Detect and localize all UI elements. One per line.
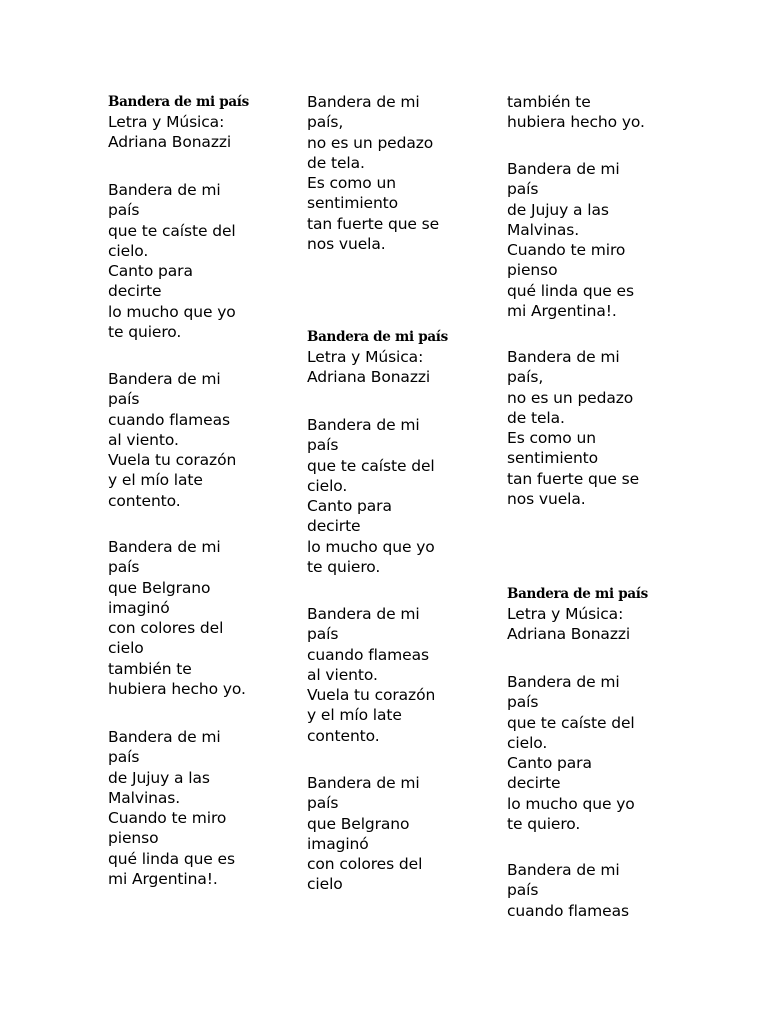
lyric-line: nos vuela.	[307, 235, 386, 254]
lyric-line: cuando flameas	[307, 645, 429, 664]
lyric-line: imaginó	[307, 834, 369, 853]
lyric-line: Canto para	[507, 754, 592, 773]
verse-block	[307, 415, 482, 577]
lyric-line: país	[307, 436, 339, 455]
lyric-line: y el mío late	[307, 706, 402, 725]
credit-line: Adriana Bonazzi	[507, 625, 631, 644]
lyric-line: Bandera de mi	[507, 673, 620, 691]
lyric-line: lo mucho que yo	[307, 537, 435, 556]
lyric-line: cielo.	[507, 733, 548, 752]
lyric-line: al viento.	[307, 665, 378, 684]
verse-block	[507, 860, 682, 921]
lyric-line: Vuela tu corazón	[108, 451, 237, 470]
lyric-line: de tela.	[307, 153, 365, 172]
credit-line: Letra y Música:	[108, 113, 225, 131]
lyric-line: de tela.	[507, 408, 565, 427]
lyric-line: no es un pedazo	[507, 388, 634, 407]
lyric-line: Vuela tu corazón	[307, 686, 436, 705]
verse-block	[307, 773, 482, 895]
lyric-line: que Belgrano	[307, 814, 410, 833]
lyric-line: país,	[507, 368, 544, 387]
lyric-line: tan fuerte que se	[307, 214, 440, 233]
lyric-line: cuando flameas	[507, 901, 629, 920]
lyric-line: decirte	[507, 774, 561, 793]
lyric-line: Bandera de mi	[307, 416, 420, 434]
lyric-line: cielo	[108, 639, 144, 658]
lyric-line: Cuando te miro	[108, 809, 227, 828]
lyric-line: Bandera de mi	[307, 605, 420, 623]
lyric-line: lo mucho que yo	[108, 302, 236, 321]
lyric-line: cielo.	[108, 241, 149, 260]
lyric-line: cielo	[307, 875, 343, 894]
verse-block	[108, 727, 283, 889]
verse-block	[507, 672, 682, 834]
song-header-block	[307, 327, 482, 388]
lyric-line: tan fuerte que se	[507, 469, 640, 488]
lyric-line: nos vuela.	[507, 490, 586, 509]
lyric-line: Bandera de mi	[307, 93, 420, 111]
credit-line: Letra y Música:	[307, 348, 424, 366]
lyric-line: y el mío late	[108, 471, 203, 490]
lyric-line: país	[507, 693, 539, 712]
verse-block	[507, 92, 682, 133]
lyric-line: contento.	[108, 491, 181, 510]
lyric-line: mi Argentina!.	[507, 302, 617, 321]
lyric-line: qué linda que es	[108, 849, 235, 868]
lyric-line: sentimiento	[507, 449, 599, 468]
lyric-line: hubiera hecho yo.	[507, 113, 645, 132]
lyric-line: país	[507, 881, 539, 900]
lyric-line: Bandera de mi	[307, 774, 420, 792]
lyric-line: sentimiento	[307, 194, 399, 213]
lyric-line: Malvinas.	[507, 220, 580, 239]
song-header-block	[108, 92, 283, 153]
lyric-line: te quiero.	[307, 558, 381, 577]
lyric-line: lo mucho que yo	[507, 794, 635, 813]
lyric-line: hubiera hecho yo.	[108, 680, 246, 699]
song-title: Bandera de mi país	[307, 329, 448, 345]
song-title: Bandera de mi país	[108, 94, 249, 110]
lyric-line: qué linda que es	[507, 281, 634, 300]
lyric-line: te quiero.	[108, 323, 182, 342]
lyric-line: imaginó	[108, 598, 170, 617]
verse-block	[108, 537, 283, 699]
lyric-line: Es como un	[507, 429, 596, 448]
lyric-line: de Jujuy a las	[108, 768, 210, 787]
credit-line: Adriana Bonazzi	[307, 368, 431, 387]
lyric-line: país	[108, 558, 140, 577]
lyric-line: mi Argentina!.	[108, 870, 218, 889]
lyric-line: país,	[307, 113, 344, 132]
lyric-line: Bandera de mi	[507, 348, 620, 366]
lyric-line: Malvinas.	[108, 788, 181, 807]
verse-block	[507, 347, 682, 509]
lyric-line: Bandera de mi	[108, 538, 221, 556]
lyric-line: país	[507, 180, 539, 199]
verse-block	[307, 92, 482, 254]
lyric-line: Cuando te miro	[507, 241, 626, 260]
lyric-line: país	[108, 748, 140, 767]
credit-line: Letra y Música:	[507, 605, 624, 623]
lyric-line: cuando flameas	[108, 410, 230, 429]
lyric-line: país	[108, 390, 140, 409]
lyric-line: decirte	[108, 282, 162, 301]
lyric-line: país	[108, 201, 140, 220]
lyric-line: pienso	[108, 829, 159, 848]
song-title: Bandera de mi país	[507, 586, 648, 602]
lyric-line: con colores del	[307, 855, 423, 874]
lyric-line: pienso	[507, 261, 558, 280]
verse-block	[108, 180, 283, 342]
lyric-line: que te caíste del	[307, 456, 435, 475]
lyric-line: que te caíste del	[507, 713, 635, 732]
lyric-line: con colores del	[108, 619, 224, 638]
lyric-line: país	[307, 794, 339, 813]
lyric-line: Canto para	[307, 497, 392, 516]
lyric-line: Bandera de mi	[507, 160, 620, 178]
lyric-line: país	[307, 625, 339, 644]
lyric-line: también te	[507, 93, 591, 111]
lyric-line: no es un pedazo	[307, 133, 434, 152]
lyric-line: contento.	[307, 726, 380, 745]
verse-block	[507, 159, 682, 321]
lyric-line: te quiero.	[507, 815, 581, 834]
verse-block	[108, 369, 283, 511]
verse-block	[307, 604, 482, 746]
song-header-block	[507, 584, 682, 645]
lyric-line: que te caíste del	[108, 221, 236, 240]
lyric-line: también te	[108, 659, 192, 678]
lyric-line: al viento.	[108, 430, 179, 449]
lyric-line: de Jujuy a las	[507, 200, 609, 219]
lyric-line: Es como un	[307, 174, 396, 193]
credit-line: Adriana Bonazzi	[108, 133, 232, 152]
lyric-line: que Belgrano	[108, 578, 211, 597]
lyric-line: Bandera de mi	[108, 728, 221, 746]
lyric-line: Canto para	[108, 262, 193, 281]
lyric-line: cielo.	[307, 476, 348, 495]
lyric-line: decirte	[307, 517, 361, 536]
lyric-line: Bandera de mi	[108, 370, 221, 388]
lyric-line: Bandera de mi	[507, 861, 620, 879]
lyric-line: Bandera de mi	[108, 181, 221, 199]
